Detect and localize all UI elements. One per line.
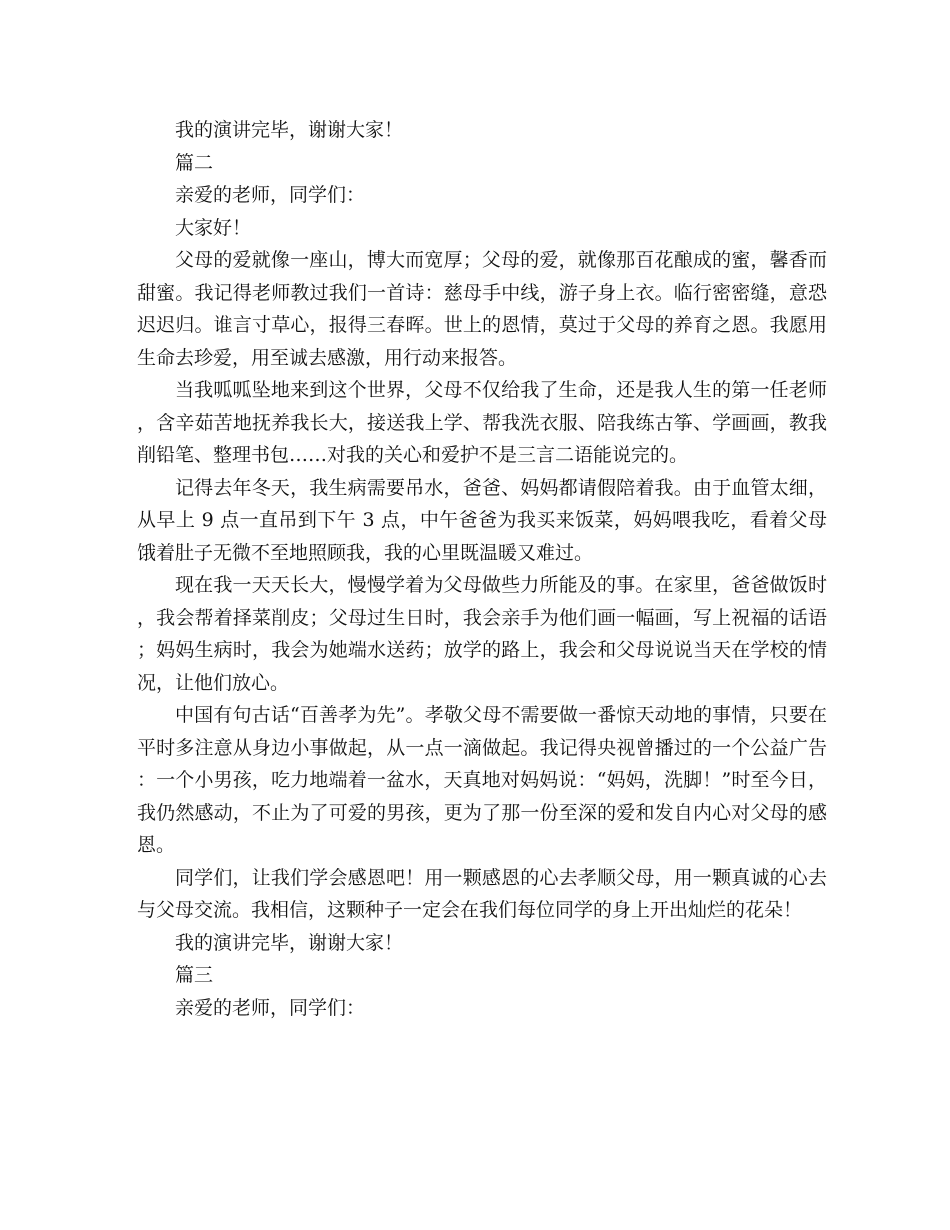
salutation: 亲爱的老师，同学们： [175,996,366,1019]
body-paragraph: 现在我一天天长大，慢慢学着为父母做些力所能及的事。在家里，爸爸做饭时，我会帮着择菜削皮；父母过生日时，我会亲手为他们画一幅画，写上祝福的话语；妈妈生病时，我会为她端水送药；放学的路上，我会和父母说说当天在学校的情况，让他们放心。 [137,574,827,694]
closing-line: 我的演讲完毕，谢谢大家！ [175,931,404,954]
body-paragraph: 父母的爱就像一座山，博大而宽厚；父母的爱，就像那百花酿成的蜜，馨香而甜蜜。我记得老师教过我们一首诗：慈母手中线，游子身上衣。临行密密缝，意恐迟迟归。谁言寸草心，报得三春晖。世上的恩情，莫过于父母的养育之恩。我愿用生命去珍爱，用至诚去感激，用行动来报答。 [137,249,827,369]
salutation: 亲爱的老师，同学们： [175,184,366,206]
body-paragraph: 记得去年冬天，我生病需要吊水，爸爸、妈妈都请假陪着我。由于血管太细，从早上 9 点一直吊到下午 3 点，中午爸爸为我买来饭菜，妈妈喂我吃，看着父母饿着肚子无微不至地照顾我，我的心里既温暖又难过。 [137,476,827,564]
greeting: 大家好！ [175,216,252,239]
body-paragraph: 当我呱呱坠地来到这个世界，父母不仅给我了生命，还是我人生的第一任老师，含辛茹苦地抚养我长大，接送我上学、帮我洗衣服、陪我练古筝、学画画，教我削铅笔、整理书包……对我的关心和爱护不是三言二语能说完的。 [137,379,827,466]
section-heading: 篇三 [175,964,214,986]
document-body [137,114,827,1024]
body-paragraph: 中国有句古话“百善孝为先”。孝敬父母不需要做一番惊天动地的事情，只要在平时多注意从身边小事做起，从一点一滴做起。我记得央视曾播过的一个公益广告：一个小男孩，吃力地端着一盆水，天真地对妈妈说：“妈妈，洗脚！”时至今日，我仍然感动，不止为了可爱的男孩，更为了那一份至深的爱和发自内心对父母的感恩。 [137,704,827,856]
body-paragraph: 同学们，让我们学会感恩吧！用一颗感恩的心去孝顺父母，用一颗真诚的心去与父母交流。我相信，这颗种子一定会在我们每位同学的身上开出灿烂的花朵！ [137,866,827,921]
section-heading: 篇二 [175,151,214,174]
closing-line: 我的演讲完毕，谢谢大家！ [175,119,404,141]
